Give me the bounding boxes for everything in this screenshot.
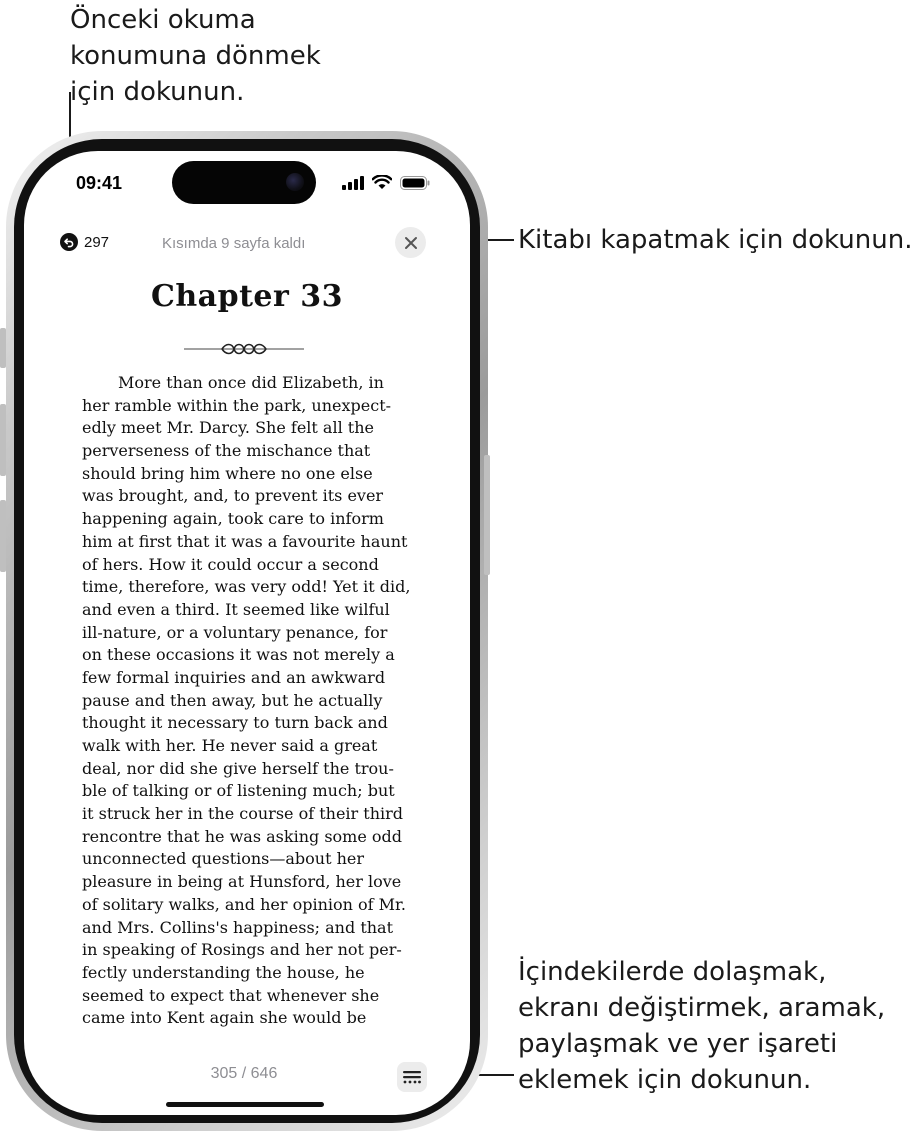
text-line: pleasure in being at Hunsford, her love <box>82 872 402 892</box>
text-line: fectly understanding the house, he <box>82 962 365 982</box>
camera-icon <box>286 173 304 191</box>
text-line: More than once did Elizabeth, in <box>118 373 384 392</box>
callout-line: ekranı değiştirmek, aramak, <box>518 993 886 1023</box>
close-book-button[interactable] <box>395 227 426 258</box>
volume-down-button <box>0 500 6 572</box>
chapter-ornament-icon <box>184 341 304 357</box>
callout-line: paylaşmak ve yer işareti <box>518 1029 838 1059</box>
callout-line: konumuna dönmek <box>70 41 321 71</box>
dynamic-island <box>172 161 316 204</box>
text-line: was brought, and, to prevent its ever <box>82 486 384 506</box>
text-line: happening again, took care to inform <box>82 509 384 529</box>
callout-line: İçindekilerde dolaşmak, <box>518 957 827 987</box>
text-line: and Mrs. Collins's happiness; and that <box>82 917 394 937</box>
reader-top-bar <box>24 227 470 263</box>
back-arrow-icon <box>60 233 78 251</box>
text-line: thought it necessary to turn back and <box>82 713 388 733</box>
text-line: of hers. How it could occur a second <box>82 554 379 574</box>
pages-remaining-label: Kısımda 9 sayfa kaldı <box>162 235 306 252</box>
status-time: 09:41 <box>76 173 123 193</box>
text-line: and even a third. It seemed like wilful <box>82 599 390 619</box>
callout-menu <box>518 954 885 1098</box>
text-line: him at first that it was a favourite haunt <box>82 531 408 551</box>
text-line: it struck her in the course of their third <box>82 804 404 824</box>
callout-line: için dokunun. <box>70 77 245 107</box>
chapter-title: Chapter 33 <box>150 279 344 314</box>
text-line: ill-nature, or a voluntary penance, for <box>82 622 388 642</box>
text-line: pause and then away, but he actually <box>82 690 383 710</box>
wifi-icon <box>372 175 392 190</box>
battery-icon <box>400 176 430 190</box>
book-page-text <box>82 372 428 1030</box>
reader-menu-button[interactable] <box>397 1062 427 1092</box>
callout-line: eklemek için dokunun. <box>518 1065 812 1095</box>
action-button <box>0 328 6 368</box>
menu-icon <box>403 1070 421 1084</box>
page-indicator: 305 / 646 <box>210 1065 278 1082</box>
callout-close-book: Kitabı kapatmak için dokunun. <box>518 225 913 255</box>
previous-page-number: 297 <box>84 233 110 251</box>
screen <box>24 151 470 1115</box>
cellular-signal-icon <box>342 176 364 190</box>
text-line: unconnected questions—about her <box>82 849 365 869</box>
text-line: walk with her. He never said a great <box>82 736 378 755</box>
return-to-previous-location-button[interactable] <box>60 233 109 251</box>
text-line: time, therefore, was very odd! Yet it did, <box>82 577 411 597</box>
callout-previous-location <box>70 2 321 110</box>
text-line: perverseness of the mischance that <box>82 441 371 461</box>
text-line: few formal inquiries and an awkward <box>82 667 386 687</box>
home-indicator[interactable] <box>166 1102 324 1107</box>
text-line: came into Kent again she would be <box>82 1008 367 1028</box>
text-line: ble of talking or of listening much; but <box>82 781 395 801</box>
text-line: edly meet Mr. Darcy. She felt all the <box>82 418 374 438</box>
text-line: on these occasions it was not merely a <box>82 645 395 665</box>
text-line: seemed to expect that whenever she <box>82 985 380 1005</box>
text-line: of solitary walks, and her opinion of Mr. <box>82 894 407 914</box>
side-button <box>484 455 490 575</box>
text-line: rencontre that he was asking some odd <box>82 826 403 846</box>
text-line: deal, nor did she give herself the trou- <box>82 758 394 778</box>
status-icons <box>342 175 430 190</box>
volume-up-button <box>0 404 6 476</box>
text-line: should bring him where no one else <box>82 463 373 483</box>
close-icon <box>404 236 418 250</box>
callout-line: Önceki okuma <box>70 5 256 35</box>
text-line: her ramble within the park, unexpect- <box>82 395 392 415</box>
text-line: in speaking of Rosings and her not per- <box>82 940 402 960</box>
